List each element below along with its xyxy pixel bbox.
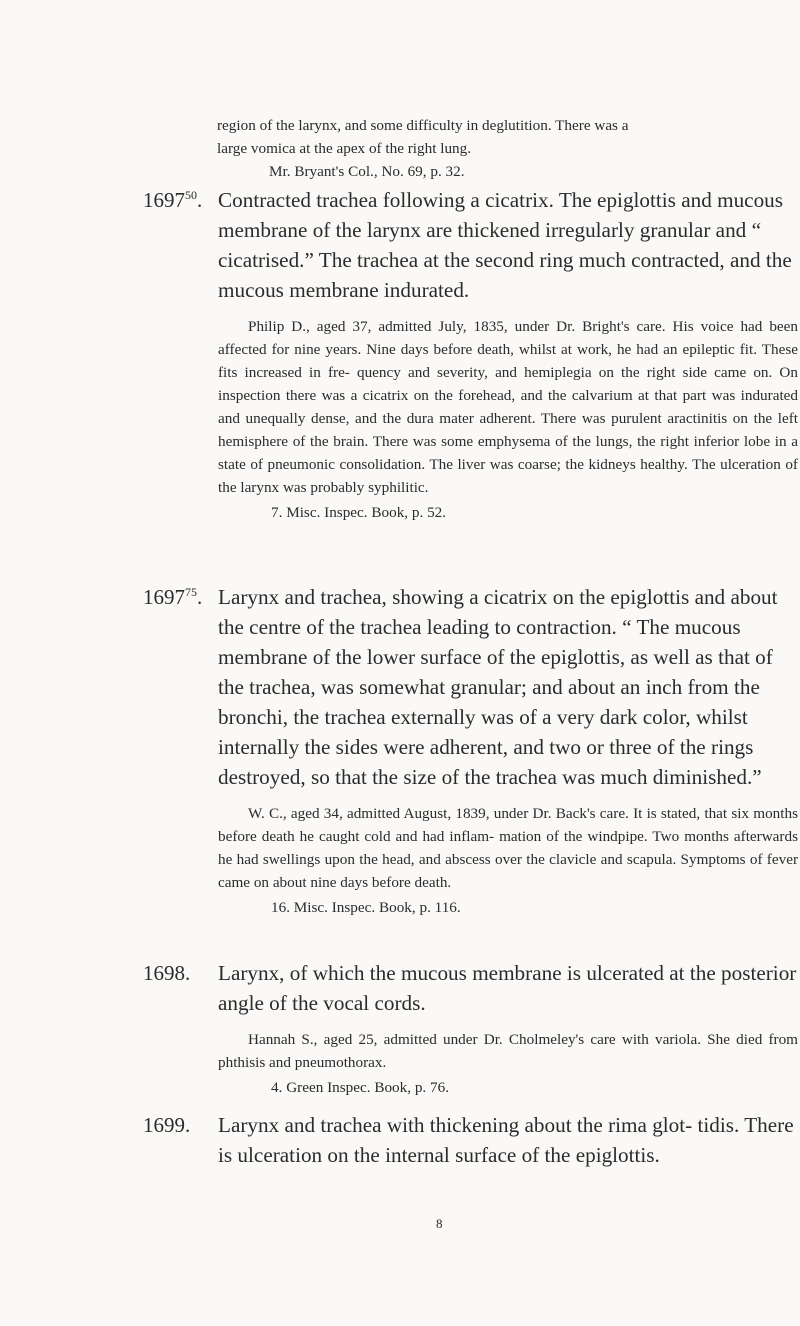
entry-reference: 4. Green Inspec. Book, p. 76.	[271, 1079, 449, 1096]
catalogue-entry	[143, 1110, 794, 1170]
case-history: Hannah S., aged 25, admitted under Dr. Cholmeley's care with variola. She died from phthisis and pneumothorax.	[218, 1031, 798, 1071]
intro-paragraph	[217, 114, 725, 183]
intro-reference: Mr. Bryant's Col., No. 69, p. 32.	[269, 163, 465, 180]
catalogue-entry	[143, 582, 798, 919]
case-history: W. C., aged 34, admitted August, 1839, under Dr. Back's care. It is stated, that six months before death he caught cold and had inflam- mation of the windpipe. Two months afterwards he had swellings upon the head, and abscess over the clavicle and scapula. Symptoms of fever came on about nine days before death.	[218, 805, 798, 891]
case-history: Philip D., aged 37, admitted July, 1835, under Dr. Bright's care. His voice had been affected for nine years. Nine days before death, whilst at work, he had an epileptic fit. These fits increased in fre- quency and severity, and hemiplegia on the right side came on. On inspection there was a cicatrix on the forehead, and the calvarium at that part was indurated and unequally dense, and the dura mater adherent. There was purulent aractinitis on the left hemisphere of the brain. There was some emphysema of the lungs, the right inferior lobe in a state of pneumonic consolidation. The liver was coarse; the kidneys healthy. The ulceration of the larynx was probably syphilitic.	[218, 318, 798, 496]
entry-number: 1699.	[143, 1113, 191, 1137]
entry-description: Larynx and trachea, showing a cicatrix on the epiglottis and about the centre of the trachea leading to contraction. “ The mucous membrane of the lower surface of the epiglottis, as well as that of the trachea, was somewhat granular; and about an inch from the bronchi, the trachea externally was of a very dark color, whilst internally the sides were adherent, and two or three of the rings destroyed, so that the size of the trachea was much diminished.”	[218, 585, 778, 789]
entry-number: 1697$^{50}$.	[143, 188, 203, 212]
catalogue-entry	[143, 185, 798, 524]
entry-number: 1698.	[143, 961, 191, 985]
page-number: 8	[436, 1216, 443, 1231]
entry-description: Contracted trachea following a cicatrix. The epiglottis and mucous membrane of the larynx are thickened irregularly granular and “ cicatrised.” The trachea at the second ring much contracted, and the mucous membrane indurated.	[218, 188, 792, 302]
intro-line-1: region of the larynx, and some difficulty in deglutition. There was a	[217, 117, 629, 134]
entry-reference: 7. Misc. Inspec. Book, p. 52.	[271, 504, 447, 521]
intro-line-2: large vomica at the apex of the right lung.	[217, 140, 472, 157]
entry-reference: 16. Misc. Inspec. Book, p. 116.	[271, 899, 461, 916]
entry-description: Larynx, of which the mucous membrane is ulcerated at the posterior angle of the vocal cords.	[218, 961, 797, 1015]
entry-description: Larynx and trachea with thickening about the rima glot- tidis. There is ulceration on the internal surface of the epiglottis.	[218, 1113, 794, 1167]
catalogue-entry	[143, 958, 798, 1099]
entry-number: 1697$^{75}$.	[143, 585, 203, 609]
